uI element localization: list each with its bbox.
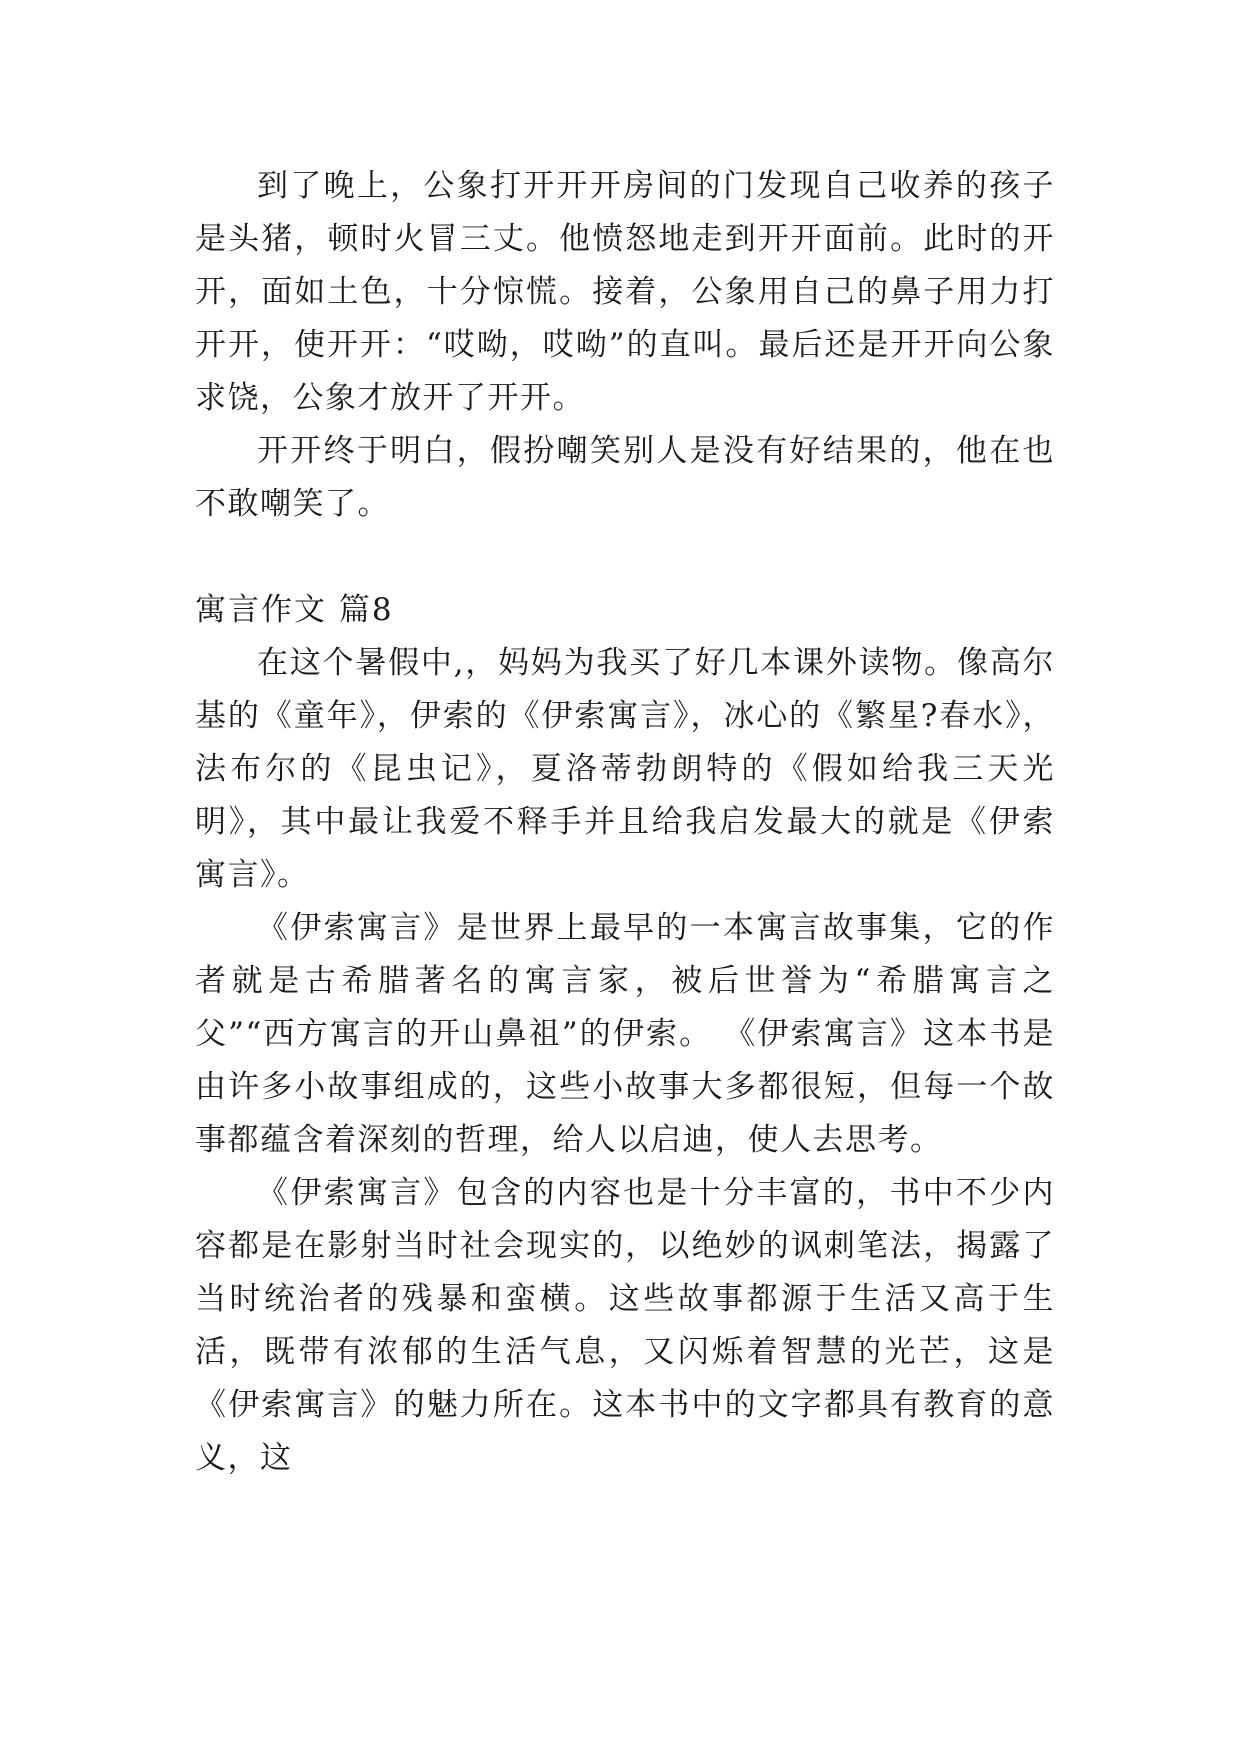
paragraph: 《伊索寓言》是世界上最早的一本寓言故事集，它的作者就是古希腊著名的寓言家，被后世誉为“希腊寓言之父”“西方寓言的开山鼻祖”的伊索。 《伊索寓言》这本书是由许多小故事组成的，这些小故事大多都很短，但每一个故事都蕴含着深刻的哲理，给人以启迪，使人去思考。 bbox=[195, 910, 1055, 1158]
paragraph: 到了晚上，公象打开开开房间的门发现自己收养的孩子是头猪，顿时火冒三丈。他愤怒地走到开开面前。此时的开开，面如土色，十分惊慌。接着，公象用自己的鼻子用力打开开，使开开：“哎呦，哎呦”的直叫。最后还是开开向公象求饶，公象才放开了开开。 bbox=[195, 168, 1055, 416]
paragraph: 开开终于明白，假扮嘲笑别人是没有好结果的，他在也不敢嘲笑了。 bbox=[195, 433, 1055, 522]
section-heading: 寓言作文 篇8 bbox=[195, 592, 394, 628]
paragraph: 在这个暑假中,，妈妈为我买了好几本课外读物。像高尔基的《童年》，伊索的《伊索寓言》，冰心的《繁星?春水》，法布尔的《昆虫记》，夏洛蒂勃朗特的《假如给我三天光明》，其中最让我爱不释手并且给我启发最大的就是《伊索寓言》。 bbox=[195, 645, 1055, 893]
paragraph: 《伊索寓言》包含的内容也是十分丰富的，书中不少内容都是在影射当时社会现实的，以绝妙的讽刺笔法，揭露了当时统治者的残暴和蛮横。这些故事都源于生活又高于生活，既带有浓郁的生活气息，又闪烁着智慧的光芒，这是《伊索寓言》的魅力所在。这本书中的文字都具有教育的意义，这 bbox=[195, 1175, 1055, 1476]
document-page bbox=[195, 160, 1055, 1485]
